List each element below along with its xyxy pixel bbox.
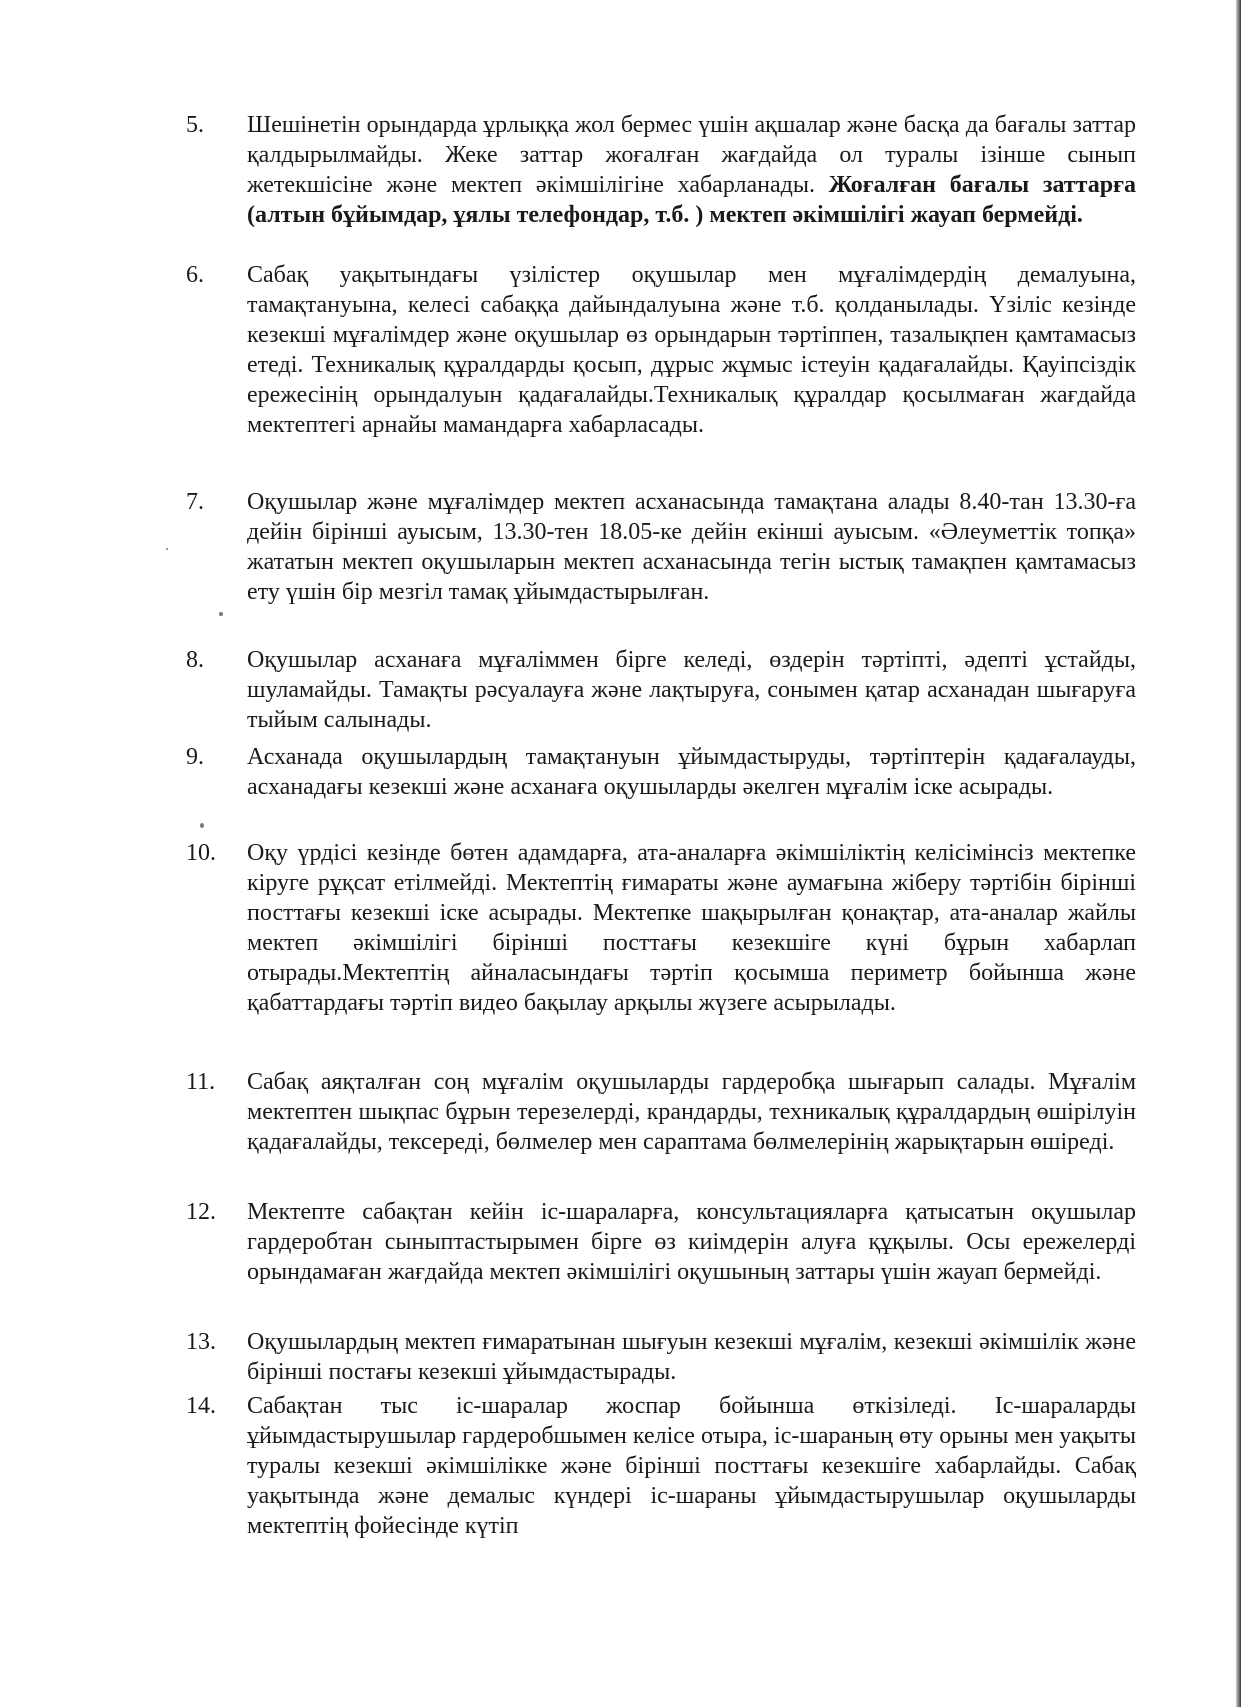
list-item-8	[186, 645, 1136, 742]
item-number: 9.	[186, 744, 204, 770]
item-number: 8.	[186, 647, 204, 673]
list-item-9	[186, 742, 1136, 838]
item-text: Оқушылар және мұғалімдер мектеп асханасында тамақтана алады 8.40-тан 13.30-ға дейін бірінші ауысым, 13.30-тен 18.05-ке дейін екінші ауысым. «Әлеуметтік топқа» жататын мектеп оқушыларын мектеп асханасында тегін ыстық тамақпен қамтамасыз ету үшін бір мезгіл тамақ ұйымдастырылған.	[247, 489, 1136, 605]
list-item-6	[186, 260, 1136, 487]
item-number: 14.	[186, 1393, 216, 1419]
list-item-12	[186, 1197, 1136, 1327]
item-number: 7.	[186, 489, 204, 515]
item-number: 13.	[186, 1329, 216, 1355]
list-item-11	[186, 1067, 1136, 1197]
item-text: Оқушылар асханаға мұғаліммен бірге келеді, өздерін тәртіпті, әдепті ұстайды, шуламайды. Тамақты рәсуалауға және лақтыруға, сонымен қатар асханадан шығаруға тыйым салынады.	[247, 647, 1136, 733]
item-text: Оқушылардың мектеп ғимаратынан шығуын кезекші мұғалім, кезекші әкімшілік және бірінші постағы кезекші ұйымдастырады.	[247, 1329, 1136, 1385]
item-text: Сабақ аяқталған соң мұғалім оқушыларды гардеробқа шығарып салады. Мұғалім мектептен шықпас бұрын терезелерді, крандарды, техникалық құралдардың өшірілуін қадағалайды, тексереді, бөлмелер мен сараптама бөлмелерінің жарықтарын өшіреді.	[247, 1069, 1136, 1155]
list-item-7	[186, 487, 1136, 645]
item-number: 12.	[186, 1199, 216, 1225]
item-text: Сабақ уақытындағы үзілістер оқушылар мен мұғалімдердің демалуына, тамақтануына, келесі сабаққа дайындалуына және т.б. қолданылады. Үзіліс кезінде кезекші мұғалімдер және оқушылар өз орындарын тәртіппен, тазалықпен қамтамасыз етеді. Техникалық құралдарды қосып, дұрыс жұмыс істеуін қадағалайды. Қауіпсіздік ережесінің орындалуын қадағалайды.Техникалық құралдар қосылмаған жағдайда мектептегі арнайы мамандарға хабарласады.	[247, 262, 1136, 438]
item-text-regular: Шешінетін орындарда ұрлыққа жол бермес үшін ақшалар және басқа да бағалы заттар қалдырылмайды. Жеке заттар жоғалған жағдайда ол туралы ізінше сынып жетекшісіне және мектеп әкімшілігіне хабарланады.	[247, 112, 1136, 198]
item-text: Сабақтан тыс іс-шаралар жоспар бойынша өткізіледі. Іс-шараларды ұйымдастырушылар гардеробшымен келісе отыра, іс-шараның өту орыны мен уақыты туралы кезекші әкімшілікке және бірінші посттағы кезекшіге хабарлайды. Сабақ уақытында және демалыс күндері іс-шараны ұйымдастырушылар оқушыларды мектептің фойесінде күтіп	[247, 1393, 1136, 1539]
item-text-bold: Жоғалған бағалы заттарға (алтын бұйымдар, ұялы телефондар, т.б. ) мектеп әкімшілігі жауап бермейді.	[247, 172, 1136, 228]
item-number: 10.	[186, 840, 216, 866]
item-text: Мектепте сабақтан кейін іс-шараларға, консультацияларға қатысатын оқушылар гардеробтан сыныптастырымен бірге өз киімдерін алуға құқылы. Осы ережелерді орындамаған жағдайда мектеп әкімшілігі оқушының заттары үшін жауап бермейді.	[247, 1199, 1136, 1285]
item-text: Асханада оқушылардың тамақтануын ұйымдастыруды, тәртіптерін қадағалауды, асханадағы кезекші және асханаға оқушыларды әкелген мұғалім іске асырады.	[247, 744, 1136, 800]
item-number: 11.	[186, 1069, 216, 1095]
item-number: 6.	[186, 262, 204, 288]
list-item-10	[186, 838, 1136, 1067]
scan-speck	[166, 548, 168, 550]
list-item-5	[186, 110, 1136, 260]
item-text	[247, 110, 1136, 230]
item-number: 5.	[186, 112, 204, 138]
list-item-13	[186, 1327, 1136, 1391]
list-item-14	[186, 1391, 1136, 1556]
document-page	[186, 110, 1136, 1556]
scan-edge	[1236, 0, 1241, 1707]
item-text: Оқу үрдісі кезінде бөтен адамдарға, ата-аналарға әкімшіліктің келісімінсіз мектепке кіруге рұқсат етілмейді. Мектептің ғимараты және аумағына жіберу тәртібін бірінші посттағы кезекші іске асырады. Мектепке шақырылған қонақтар, ата-аналар жайлы мектеп әкімшілігі бірінші посттағы кезекшіге күні бұрын хабарлап отырады.Мектептің айналасындағы тәртіп қосымша периметр бойынша және қабаттардағы тәртіп видео бақылау арқылы жүзеге асырылады.	[247, 840, 1136, 1016]
